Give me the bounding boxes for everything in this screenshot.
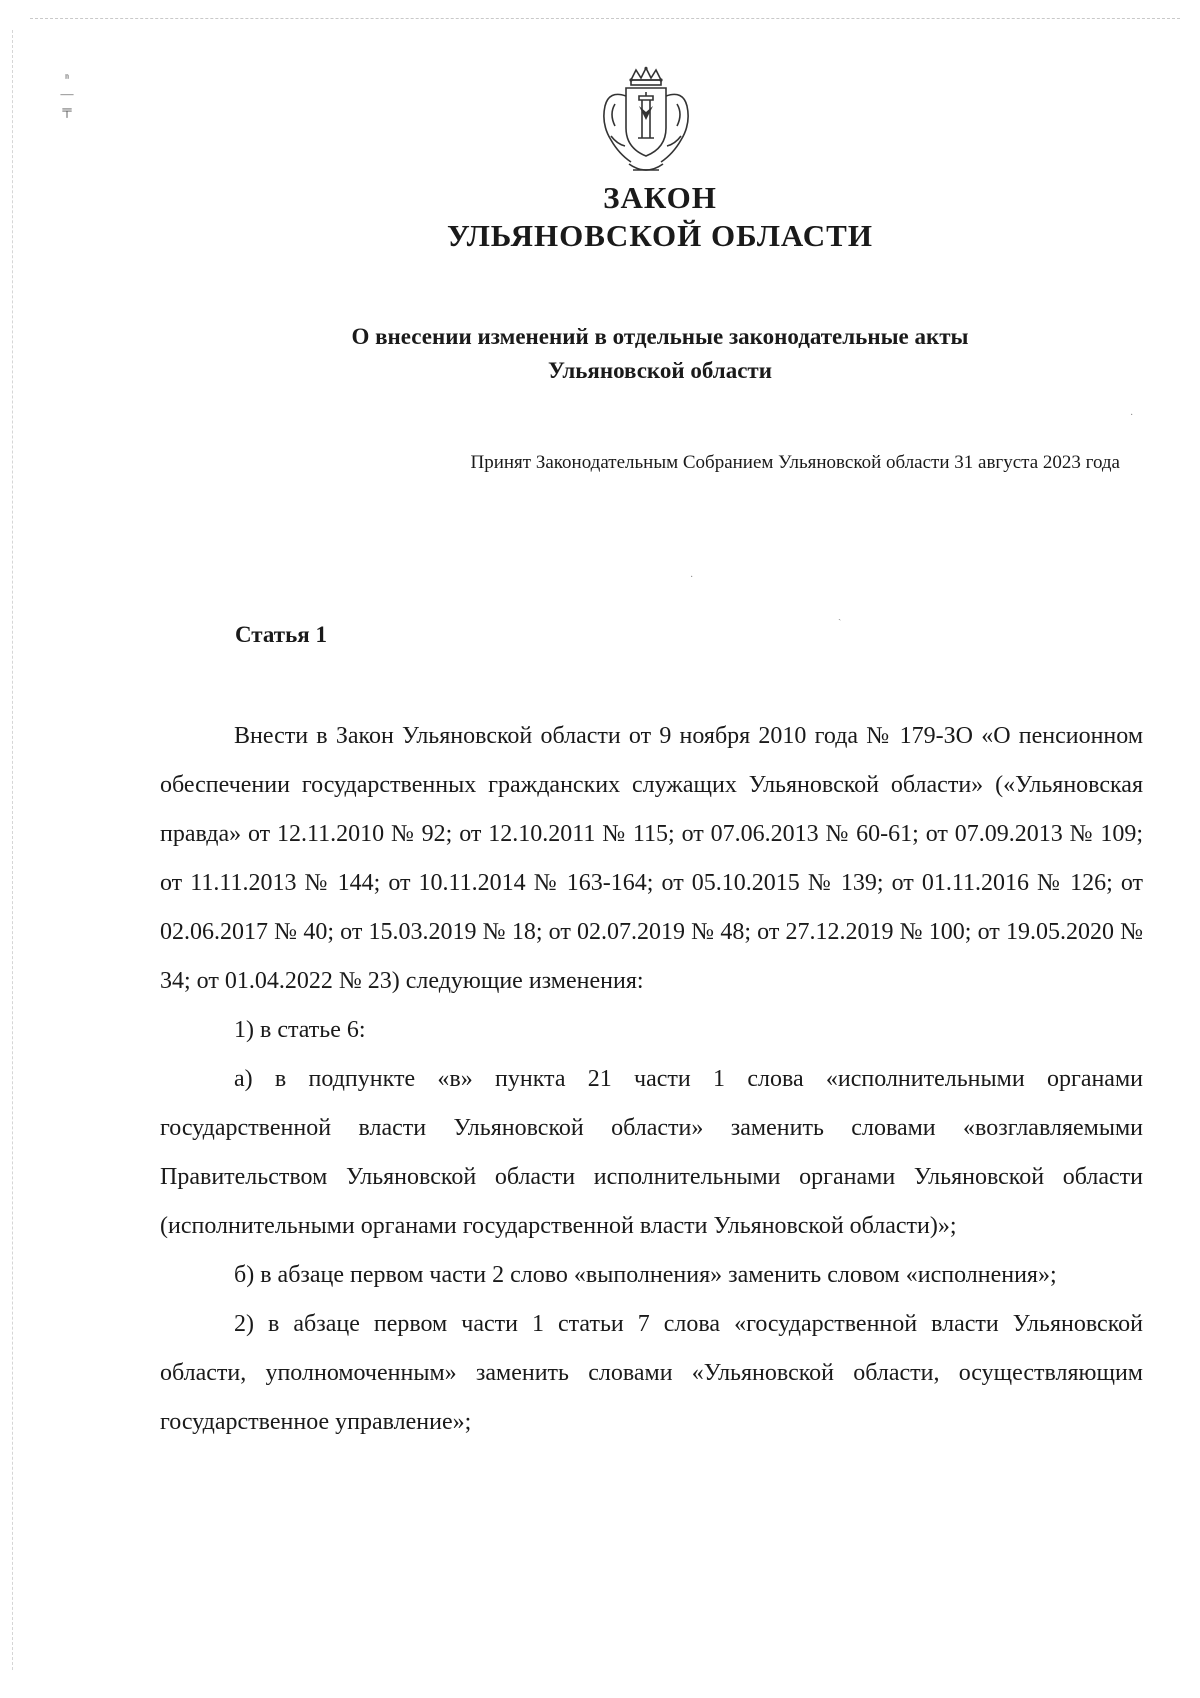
title-line-2: УЛЬЯНОВСКОЙ ОБЛАСТИ (447, 218, 873, 253)
margin-mark: ⁿ — ╤ (60, 70, 74, 117)
adoption-note: Принят Законодательным Собранием Ульяновской области 31 августа 2023 года (470, 452, 1120, 473)
paragraph-item-2: 2) в абзаце первом части 1 статьи 7 слова «государственной власти Ульяновской области, уполномоченным» заменить словами «Ульяновской области, осуществляющим государственное управление»; (160, 1311, 1143, 1435)
article-body (160, 712, 1143, 1447)
paragraph-item-1: 1) в статье 6: (234, 1017, 366, 1043)
scan-edge-top (30, 18, 1180, 19)
paragraph-intro: Внести в Закон Ульяновской области от 9 ноября 2010 года № 179-ЗО «О пенсионном обеспечении государственных гражданских служащих Ульяновской области» («Ульяновская правда» от 12.11.2010 № 92; от 12.10.2011 № 115; от 07.06.2013 № 60-61; от 07.09.2013 № 109; от 11.11.2013 № 144; от 10.11.2014 № 163-164; от 05.10.2015 № 139; от 01.11.2016 № 126; от 02.06.2017 № 40; от 15.03.2019 № 18; от 02.07.2019 № 48; от 27.12.2019 № 100; от 19.05.2020 № 34; от 01.04.2022 № 23) следующие изменения: (160, 723, 1143, 994)
paragraph-item-1a: а) в подпункте «в» пункта 21 части 1 слова «исполнительными органами государственной власти Ульяновской области» заменить словами «возглавляемыми Правительством Ульяновской области исполнительными органами Ульяновской области (исполнительными органами государственной власти Ульяновской области)»; (160, 1066, 1143, 1239)
law-title (0, 180, 1200, 256)
law-subject (0, 320, 1200, 388)
scan-edge-left (12, 30, 13, 1670)
subject-line-2: Ульяновской области (548, 358, 772, 383)
scan-speck: · (1130, 410, 1134, 421)
scan-speck: · (690, 572, 694, 583)
coat-of-arms-icon (591, 66, 701, 184)
article-heading: Статья 1 (235, 622, 327, 647)
scan-speck: ˏ (838, 610, 842, 621)
title-line-1: ЗАКОН (603, 180, 717, 215)
paragraph-item-1b: б) в абзаце первом части 2 слово «выполнения» заменить словом «исполнения»; (234, 1262, 1057, 1288)
subject-line-1: О внесении изменений в отдельные законодательные акты (351, 324, 969, 349)
